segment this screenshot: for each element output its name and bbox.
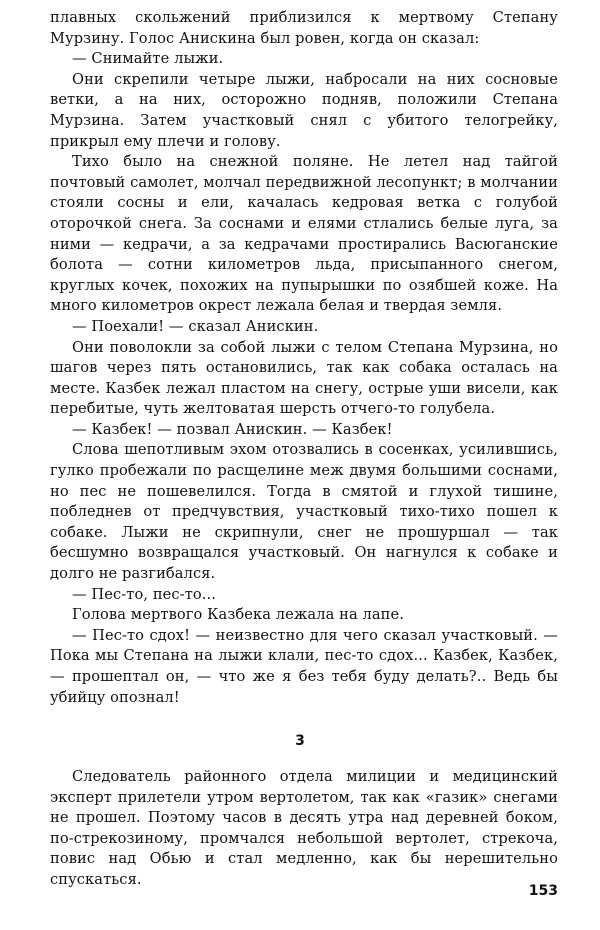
paragraph: Они поволокли за собой лыжи с телом Степана Мурзина, но шагов через пять остановились, так как собака осталась на месте. Казбек лежал пластом на снегу, острые уши висели, как перебитые, чуть желтоватая шерсть отчего-то голубела. bbox=[50, 338, 558, 418]
page-number: 153 bbox=[528, 883, 558, 899]
paragraph-dialogue: — Казбек! — позвал Анискин. — Казбек! bbox=[72, 420, 393, 438]
chapter-text bbox=[50, 767, 558, 891]
paragraph: Тихо было на снежной поляне. Не летел над тайгой почтовый самолет, молчал передвижной лесопункт; в молчании стояли сосны и ели, качалась кедровая ветка с голубой оторочкой снега. За соснами и елями стлались белые луга, за ними — кедрачи, а за кедрачами простирались Васюганские болота — сотни километров льда, присыпанного снегом, круглых кочек, похожих на пупырышки по озябшей коже. На много километров окрест лежала белая и твердая земля. bbox=[50, 153, 558, 315]
paragraph-continued: плавных скольжений приблизился к мертвому Степану Мурзину. Голос Анискина был ровен, когда он сказал: bbox=[50, 9, 558, 47]
paragraph-dialogue: — Снимайте лыжи. bbox=[72, 50, 224, 68]
paragraph: Голова мертвого Казбека лежала на лапе. bbox=[72, 606, 404, 624]
chapter-number: 3 bbox=[295, 733, 305, 749]
paragraph: Следователь районного отдела милиции и медицинский эксперт прилетели утром вертолетом, так как «газик» снегами не прошел. Поэтому часов в десять утра над деревней боком, по-стрекозиному, промчался небольшой вертолет, стрекоча, повис над Обью и стал медленно, как бы нерешительно спускаться. bbox=[50, 768, 558, 888]
paragraph: Они скрепили четыре лыжи, набросали на них сосновые ветки, а на них, осторожно подняв, положили Степана Мурзина. Затем участковый снял с убитого телогрейку, прикрыл ему плечи и голову. bbox=[50, 70, 558, 150]
paragraph-dialogue: — Пес-то сдох! — неизвестно для чего сказал участковый. — Пока мы Степана на лыжи клали, пес-то сдох... Казбек, Казбек, — прошептал он, — что же я без тебя буду делать?.. Ведь бы убийцу опознал! bbox=[50, 626, 558, 706]
paragraph-dialogue: — Пес-то, пес-то... bbox=[72, 585, 216, 603]
main-text bbox=[50, 8, 558, 708]
paragraph-dialogue: — Поехали! — сказал Анискин. bbox=[72, 317, 319, 335]
paragraph: Слова шепотливым эхом отозвались в сосенках, усилившись, гулко пробежали по расщелине меж двумя большими соснами, но пес не пошевелился. Тогда в смятой и глухой тишине, побледнев от предчувствия, участковый тихо-тихо пошел к собаке. Лыжи не скрипнули, снег не прошуршал — так бесшумно возвращался участковый. Он нагнулся к собаке и долго не разгибался. bbox=[50, 441, 558, 583]
